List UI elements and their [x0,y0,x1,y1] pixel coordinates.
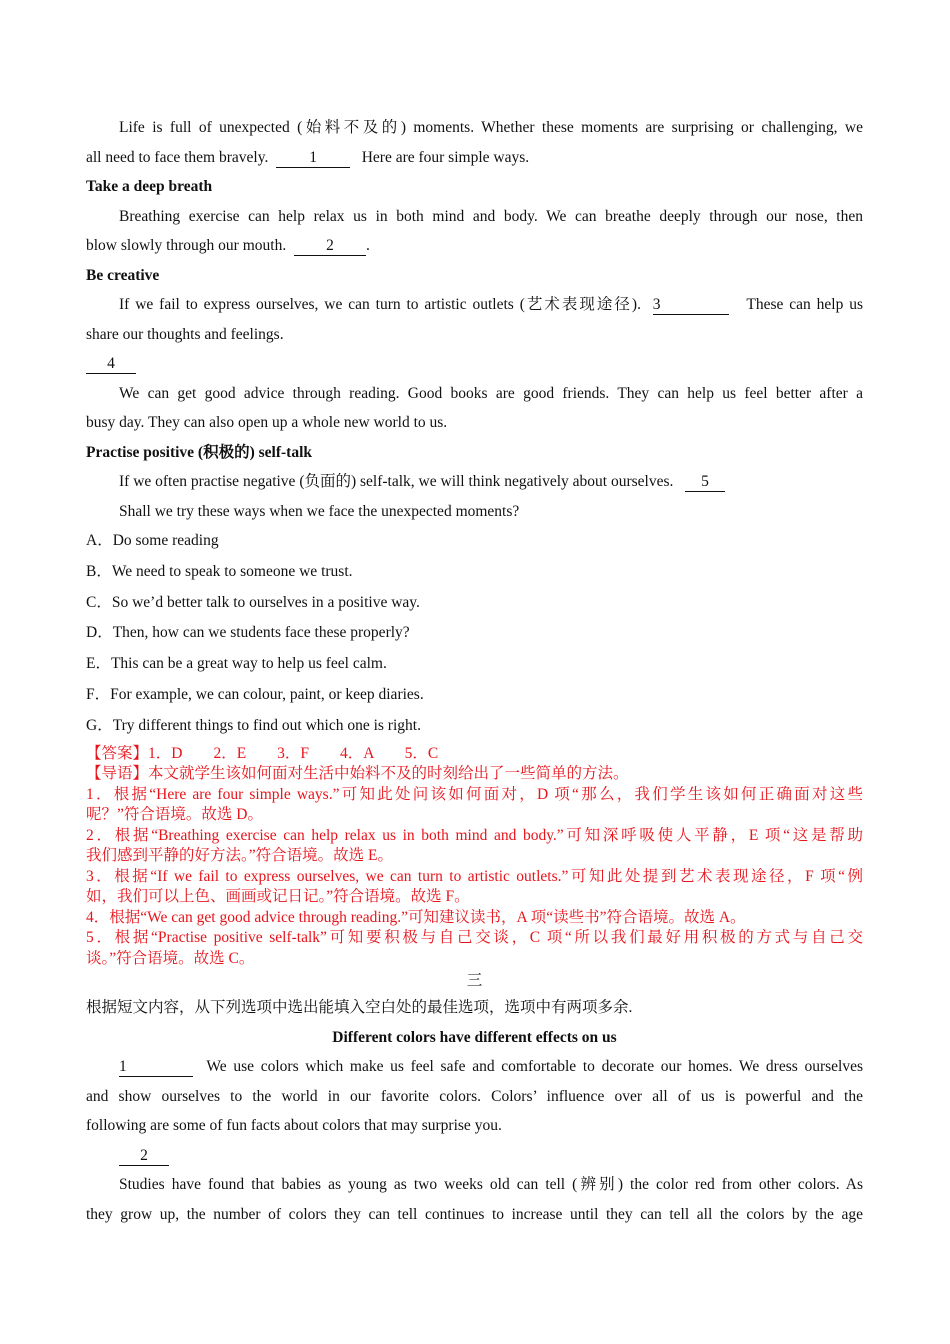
passage-title: Different colors have different effects on us [332,1028,617,1046]
option-b: B．We need to speak to someone we trust. [86,562,353,580]
option-f: F．For example, we can colour, paint, or keep diaries. [86,685,424,703]
passage-line [86,1052,863,1082]
section-number: 三 [466,972,483,990]
answer-line: 谈。”符合语境。故选 C。 [86,949,255,967]
passage-line: busy day. They can also open up a whole new world to us. [86,414,448,431]
answer-blank-2: 2 [294,237,366,256]
passage-text: all need to face them bravely. [86,148,269,166]
passage-text: . [365,237,370,254]
answer-blank-1: 1 [119,1058,193,1077]
answer-explanation [86,744,863,970]
option-g: G．Try different things to find out which one is right. [86,716,421,734]
answer-blank-1: 1 [276,149,350,168]
section-instruction: 根据短文内容，从下列选项中选出能填入空白处的最佳选项，选项中有两项多余. [86,999,633,1017]
passage-text: We use colors which make us feel safe and comfortable to decorate our homes. We dress ourselves [206,1058,863,1076]
answer-line: 5．根据“Practise positive self-talk”可知要积极与自己交谈，C 项“所以我们最好用积极的方式与自己交 [86,929,863,947]
passage-line [86,1141,863,1171]
passage-line [86,231,863,261]
option-a: A．Do some reading [86,532,219,549]
passage-line [86,290,863,320]
option-d: D．Then, how can we students face these properly? [86,624,410,642]
passage-line: Studies have found that babies as young as two weeks old can tell (辨别) the color red from other colors. As [119,1176,863,1194]
answer-line: 如，我们可以上色、画画或记日记。”符合语境。故选 F。 [86,888,470,906]
answer-line: 1．根据“Here are four simple ways.”可知此处问该如何面对，D 项“那么，我们学生该如何正确面对这些 [86,785,863,803]
answer-blank-5: 5 [685,473,725,492]
answer-key: 【答案】1．D 2．E 3．F 4．A 5．C [86,744,439,762]
passage-text: If we fail to express ourselves, we can turn to artistic outlets (艺术表现途径). [119,296,641,313]
passage-line [86,467,863,497]
option-e: E．This can be a great way to help us feel calm. [86,655,387,673]
answer-line: 呢？”符合语境。故选 D。 [86,806,263,824]
passage-line: they grow up, the number of colors they can tell continues to increase until they can tell all the colors by the age [86,1205,863,1223]
option-c: C．So we’d better talk to ourselves in a positive way. [86,593,420,611]
section-heading: Be creative [86,266,160,284]
section-heading: Take a deep breath [86,178,213,195]
passage-line: share our thoughts and feelings. [86,325,284,343]
passage-line: following are some of fun facts about colors that may surprise you. [86,1117,502,1135]
passage-line [86,143,863,173]
answer-blank-4: 4 [86,355,136,374]
options-list [86,526,863,742]
answer-blank-2: 2 [119,1147,169,1166]
passage-line: Breathing exercise can help relax us in both mind and body. We can breathe deeply through our nose, then [119,207,863,225]
passage-text: These can help us [746,296,864,313]
passage-line: and show ourselves to the world in our favorite colors. Colors’ influence over all of us is powerful and the [86,1087,863,1105]
passage-line: We can get good advice through reading. Good books are good friends. They can help us feel better after a [119,384,863,402]
passage-text: Here are four simple ways. [361,148,530,166]
passage-line: Shall we try these ways when we face the unexpected moments? [119,502,520,520]
passage-text: blow slowly through our mouth. [86,237,287,254]
passage-line [86,349,863,379]
answer-blank-3: 3 [653,296,729,315]
passage-line: Life is full of unexpected (始料不及的) moments. Whether these moments are surprising or challenging, we [119,119,863,136]
document-page [86,113,863,1229]
answer-line: 4．根据“We can get good advice through reading.”可知建议读书，A 项“读些书”符合语境。故选 A。 [86,908,746,926]
answer-line: 3．根据“If we fail to express ourselves, we can turn to artistic outlets.”可知此处提到艺术表现途径，F 项“例 [86,867,863,885]
section-heading: Practise positive (积极的) self-talk [86,443,312,461]
answer-line: 我们感到平静的好方法。”符合语境。故选 E。 [86,847,393,865]
answer-intro: 【导语】本文就学生该如何面对生活中始料不及的时刻给出了一些简单的方法。 [86,765,629,783]
answer-line: 2．根据“Breathing exercise can help relax us in both mind and body.”可知深呼吸使人平静，E 项“这是帮助 [86,826,863,844]
passage-text: If we often practise negative (负面的) self-talk, we will think negatively about ourselves. [119,473,674,490]
